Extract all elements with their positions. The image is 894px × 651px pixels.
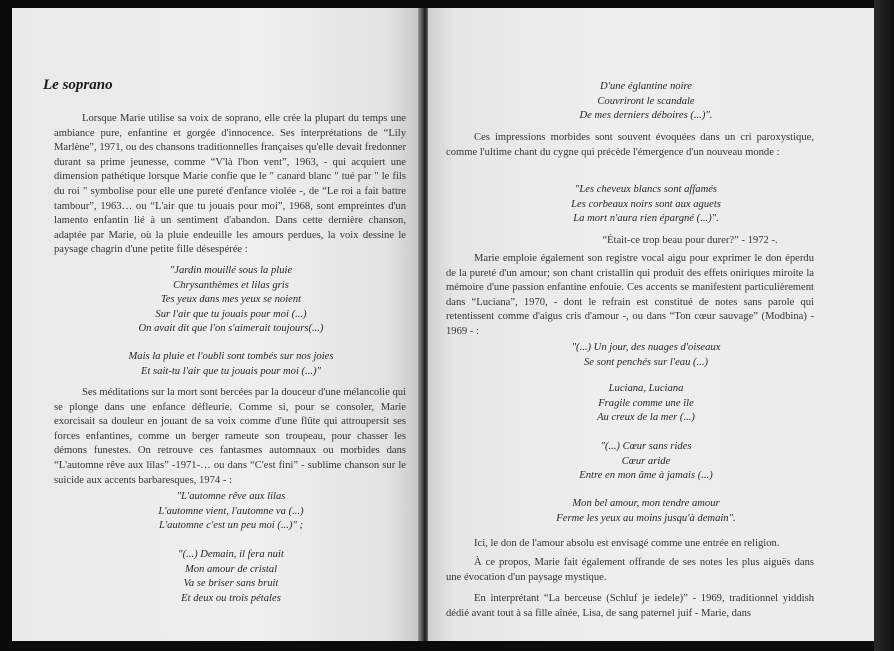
verse-line: Chrysanthèmes et lilas gris	[173, 279, 289, 291]
paragraph-text: Ses méditations sur la mort sont bercées par la douceur d'une mélancolie qui se plonge dans une enfance défleurie. Comme si, pour se consoler, Marie exorcisait sa douleur en jouant de sa voix comme d'une flûte qui attroupersit ses forces enfantines, comme un berger rameute son troupeau, pour chasser les démons funestes. On retrouve ces fantasmes automnaux ou morbides dans “L'automne rêve aux lilas” -1971-… ou dans “C'est fini” - sublime chanson sur le suicide aux accents barbaresques, 1974 - :	[54, 387, 406, 486]
paragraph-text: Marie emploie également son registre vocal aigu pour exprimer le don éperdu de la pureté d'un amour; son chant cristallin qui produit des effets oniriques miroite la mémoire d'une passion enfantine enfouie. Ces accents se manifestent particulièrement dans “Luciana”, 1970, - dont le refrain est constitué de notes sans parole qui retentissent comme d'aigus cris d'amour -, ou dans “Ton cœur sauvage” (Modbina) - 1969 - :	[446, 253, 814, 337]
verse-line: Mon bel amour, mon tendre amour	[572, 498, 720, 509]
left-paragraph-1	[54, 112, 406, 258]
left-verse-4	[56, 548, 406, 606]
verse-line: Cœur aride	[621, 455, 671, 467]
right-verse-1	[446, 80, 846, 124]
verse-line: Se sont penchés sur l'eau (...)	[583, 356, 709, 368]
right-verse-5	[446, 440, 846, 484]
verse-line: Mais la pluie et l'oubli sont tombés sur nos joies	[128, 351, 334, 362]
left-verse-1	[56, 264, 406, 337]
left-verse-3	[56, 490, 406, 534]
verse-line: "Jardin mouillé sous la pluie	[169, 265, 293, 276]
right-paragraph-3	[446, 537, 814, 552]
verse-line: Mon amour de cristal	[184, 563, 278, 575]
verse-line: On avait dit que l'on s'aimerait toujours(...)	[138, 323, 324, 335]
right-paragraph-1	[446, 131, 814, 160]
right-verse-3	[446, 341, 846, 370]
paragraph-text: À ce propos, Marie fait également offrande de ses notes les plus aiguës dans une évocation d'un paysage mystique.	[446, 557, 814, 583]
paragraph-text: Lorsque Marie utilise sa voix de soprano, elle crée la plupart du temps une ambiance pure, enfantine et gorgée d'innocence. Ses interprétations de “Lily Marlène”, 1971, ou des chansons traditionnelles françaises qu'elle devait fredonner durant sa prime jeunesse, comme “V'là l'bon vent”, 1963, - qui acquiert une dimension pathétique lorsque Marie confie que le " canard blanc " tué par " le fils du roi " symbolise pour elle une pureté d'enfance violée -, de “Le roi a fait battre tambour”, 1963… ou “L'air que tu jouais pour moi”, 1968, sont empreintes d'un lamento enfantin lié à un sentiment d'abandon. Dans cette dernière chanson, adaptée par Marie, où la pluie endeuille les amours perdues, la voix dessine le paysage chagrin d'une petite fille désespérée :	[54, 113, 406, 256]
right-verse-2	[446, 183, 846, 227]
section-heading: Le soprano	[43, 77, 113, 93]
paragraph-text: Ces impressions morbides sont souvent évoquées dans un cri paroxystique, comme l'ultime chant du cygne qui précède l'émergence d'un nouveau monde :	[446, 132, 814, 158]
verse-line: L'automne vient, l'automne va (...)	[158, 505, 304, 517]
left-paragraph-2	[54, 386, 406, 488]
verse-line: La mort n'aura rien épargné (...)".	[573, 213, 719, 225]
right-paragraph-5	[446, 592, 814, 621]
verse-line: Tes yeux dans mes yeux se noient	[160, 294, 302, 306]
verse-line: "L'automne rêve aux lilas	[176, 491, 286, 502]
verse-line: Les corbeaux noirs sont aux aguets	[571, 198, 721, 210]
verse-line: Sur l'air que tu jouais pour moi (...)	[155, 308, 307, 320]
paragraph-text: En interprétant “La berceuse (Schluf je iedele)” - 1969, traditionnel yiddish dédié avant tout à sa fille aînée, Lisa, de sang paternel juif - Marie, dans	[446, 593, 814, 619]
verse-line: D'une églantine noire	[600, 81, 692, 92]
page-edge-shadow	[874, 0, 894, 651]
paragraph-text: Ici, le don de l'amour absolu est envisagé comme une entrée en religion.	[474, 538, 780, 549]
verse-line: De mes derniers déboires (...)".	[579, 110, 713, 122]
right-paragraph-4	[446, 556, 814, 585]
verse-line: Entre en mon âme à jamais (...)	[579, 470, 713, 482]
verse-line: "(...) Cœur sans rides	[600, 441, 692, 452]
verse-line: "Les cheveux blancs sont affamés	[574, 184, 718, 195]
verse-line: Et deux ou trois pétales	[181, 592, 281, 604]
verse-line: Au creux de la mer (...)	[597, 412, 695, 424]
verse-line: Fragile comme une île	[598, 397, 694, 409]
right-verse-4	[446, 382, 846, 426]
verse-line: Va se briser sans bruit	[183, 578, 279, 590]
verse-line: "(...) Un jour, des nuages d'oiseaux	[571, 342, 721, 353]
verse-line: L'automne c'est un peu moi (...)" ;	[158, 520, 304, 532]
verse-line: Luciana, Luciana	[608, 383, 684, 394]
verse-line: Et sait-tu l'air que tu jouais pour moi (...)"	[140, 365, 322, 377]
verse-line: "(...) Demain, il fera nuit	[178, 549, 284, 560]
right-paragraph-2	[446, 252, 814, 340]
song-title-quote: “Était-ce trop beau pour durer?” - 1972 -.	[602, 235, 778, 246]
left-verse-2	[56, 350, 406, 379]
right-verse-6	[446, 497, 846, 526]
verse-line: Couvriront le scandale	[597, 95, 695, 107]
verse-line: Ferme les yeux au moins jusqu'à demain".	[556, 512, 736, 524]
